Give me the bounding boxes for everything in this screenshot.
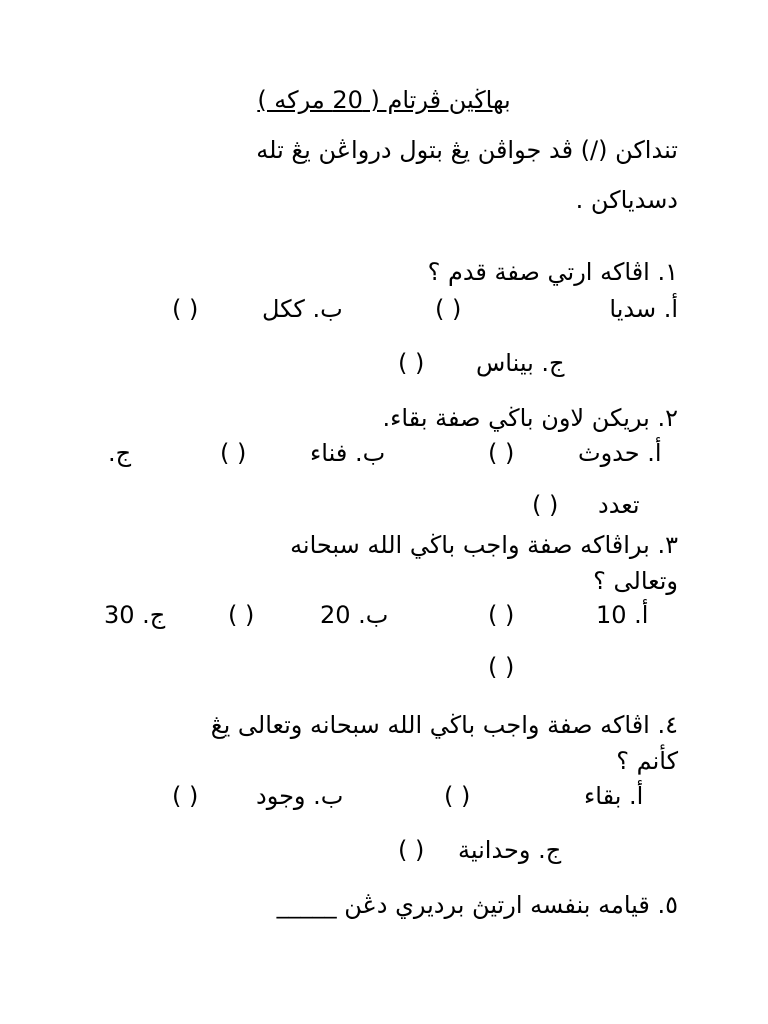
question-1-text: ١. اڤاكه ارتي صفة قدم ؟	[427, 258, 678, 286]
q2-option-a-box[interactable]: ( )	[488, 439, 515, 467]
q3-option-b-box[interactable]: ( )	[228, 601, 255, 629]
q1-option-c: ج. بيناس	[476, 349, 565, 377]
q2-option-c: ج.	[108, 439, 132, 467]
question-2-text: ٢. بريكن لاون باڬي صفة بقاء.	[382, 404, 678, 432]
q3-option-c-box[interactable]: ( )	[488, 653, 515, 681]
q2-option-c-word: تعدد	[598, 491, 640, 519]
q3-option-b: ب. 20	[320, 601, 389, 629]
q4-option-b-box[interactable]: ( )	[172, 782, 199, 810]
q1-option-b-box[interactable]: ( )	[172, 295, 199, 323]
q4-option-a: أ. بقاء	[584, 782, 644, 810]
question-3-text-line-2: وتعالى ؟	[593, 567, 678, 595]
q3-option-a: أ. 10	[596, 601, 649, 629]
q4-option-b: ب. وجود	[256, 782, 344, 810]
q2-option-c-box[interactable]: ( )	[532, 491, 559, 519]
q4-option-c-box[interactable]: ( )	[398, 836, 425, 864]
q1-option-c-box[interactable]: ( )	[398, 349, 425, 377]
q2-option-b: ب. فناء	[310, 439, 386, 467]
question-3-text-line-1: ٣. براڤاكه صفة واجب باڬي الله سبحانه	[290, 531, 678, 559]
q4-option-c: ج. وحدانية	[458, 836, 562, 864]
question-4-text-line-2: كأنم ؟	[616, 747, 678, 775]
section-title: بهاڬين ڤرتام ( 20 مركه )	[257, 86, 511, 114]
question-4-text-line-1: ٤. اڤاكه صفة واجب باڬي الله سبحانه وتعالى يڠ	[210, 711, 678, 739]
q1-option-a: أ. سديا	[609, 295, 678, 323]
q2-option-a: أ. حدوث	[578, 439, 662, 467]
instruction-line-1: تنداكن (/) ڤد جواڤن يڠ بتول درواڠن يڠ تله	[256, 136, 678, 164]
question-5-text: ٥. قيامه بنفسه ارتيڽ برديري دڠن _____	[276, 891, 678, 919]
q4-option-a-box[interactable]: ( )	[444, 782, 471, 810]
q1-option-a-box[interactable]: ( )	[435, 295, 462, 323]
instruction-line-2: دسدياكن .	[575, 186, 678, 214]
q3-option-a-box[interactable]: ( )	[488, 601, 515, 629]
q2-option-b-box[interactable]: ( )	[220, 439, 247, 467]
q3-option-c: ج. 30	[104, 601, 166, 629]
q1-option-b: ب. ككل	[262, 295, 343, 323]
